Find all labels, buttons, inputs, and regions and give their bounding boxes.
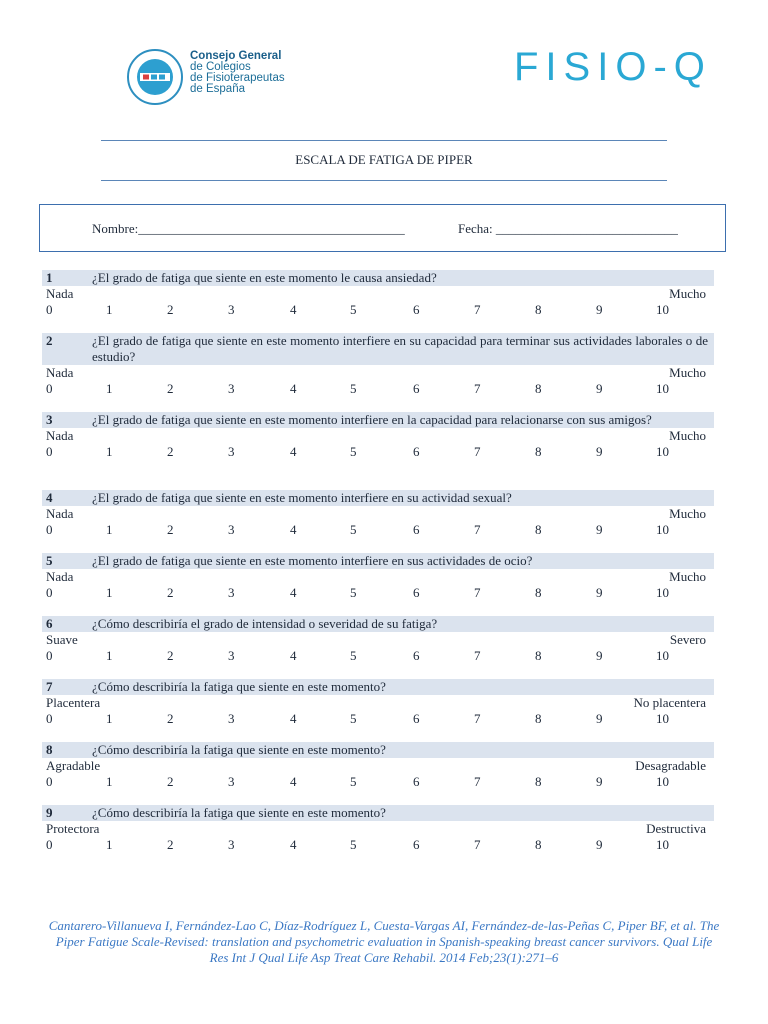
scale-option[interactable]: 6 — [413, 585, 420, 600]
question-number: 8 — [46, 742, 53, 757]
council-name — [190, 51, 285, 95]
scale-option[interactable]: 0 — [46, 302, 53, 317]
scale-option[interactable]: 1 — [106, 711, 113, 726]
scale-option[interactable]: 4 — [290, 444, 297, 459]
scale-option[interactable]: 9 — [596, 774, 603, 789]
scale-option[interactable]: 10 — [656, 774, 669, 789]
scale-option[interactable]: 5 — [350, 444, 357, 459]
scale-option[interactable]: 4 — [290, 711, 297, 726]
question-item — [42, 553, 714, 601]
scale-option[interactable]: 7 — [474, 302, 481, 317]
scale-option[interactable]: 0 — [46, 774, 53, 789]
low-anchor-label: Nada — [46, 365, 74, 380]
fisioq-logo: FISIO-Q — [514, 45, 712, 89]
scale-option[interactable]: 5 — [350, 648, 357, 663]
scale-anchors — [42, 365, 714, 381]
scale-option[interactable]: 2 — [167, 774, 174, 789]
scale-option[interactable]: 3 — [228, 444, 235, 459]
question-text: ¿El grado de fatiga que siente en este momento interfiere en su actividad sexual? — [92, 490, 512, 505]
scale-option[interactable]: 6 — [413, 774, 420, 789]
scale-option[interactable]: 8 — [535, 837, 542, 852]
scale-anchors — [42, 506, 714, 522]
question-text: ¿Cómo describiría la fatiga que siente en este momento? — [92, 805, 386, 820]
scale-option[interactable]: 1 — [106, 381, 113, 396]
rating-scale — [42, 711, 714, 727]
scale-option[interactable]: 2 — [167, 302, 174, 317]
scale-option[interactable]: 2 — [167, 711, 174, 726]
scale-option[interactable]: 7 — [474, 444, 481, 459]
scale-option[interactable]: 2 — [167, 648, 174, 663]
council-logo — [126, 46, 301, 106]
scale-option[interactable]: 0 — [46, 522, 53, 537]
low-anchor-label: Suave — [46, 632, 78, 647]
low-anchor-label: Nada — [46, 428, 74, 443]
high-anchor-label: Mucho — [669, 428, 706, 443]
scale-option[interactable]: 9 — [596, 648, 603, 663]
scale-option[interactable]: 1 — [106, 837, 113, 852]
scale-anchors — [42, 695, 714, 711]
council-name-line: de España — [190, 83, 245, 95]
question-item — [42, 616, 714, 664]
scale-option[interactable]: 9 — [596, 837, 603, 852]
scale-option[interactable]: 9 — [596, 711, 603, 726]
rating-scale — [42, 522, 714, 538]
scale-option[interactable]: 6 — [413, 837, 420, 852]
date-field[interactable]: Fecha: ____________________________ — [458, 221, 678, 236]
scale-option[interactable]: 10 — [656, 444, 669, 459]
scale-option[interactable]: 7 — [474, 585, 481, 600]
scale-option[interactable]: 7 — [474, 837, 481, 852]
high-anchor-label: Mucho — [669, 365, 706, 380]
scale-option[interactable]: 1 — [106, 585, 113, 600]
question-header — [42, 270, 714, 286]
scale-option[interactable]: 6 — [413, 522, 420, 537]
scale-option[interactable]: 4 — [290, 302, 297, 317]
scale-option[interactable]: 5 — [350, 837, 357, 852]
question-number: 3 — [46, 412, 53, 427]
question-item — [42, 805, 714, 853]
scale-option[interactable]: 8 — [535, 711, 542, 726]
scale-option[interactable]: 7 — [474, 648, 481, 663]
scale-option[interactable]: 9 — [596, 444, 603, 459]
high-anchor-label: Desagradable — [635, 758, 706, 773]
scale-option[interactable]: 0 — [46, 585, 53, 600]
question-item — [42, 742, 714, 790]
scale-option[interactable]: 0 — [46, 711, 53, 726]
scale-option[interactable]: 0 — [46, 444, 53, 459]
scale-option[interactable]: 10 — [656, 837, 669, 852]
scale-option[interactable]: 10 — [656, 522, 669, 537]
question-item — [42, 412, 714, 460]
scale-option[interactable]: 1 — [106, 522, 113, 537]
question-number: 6 — [46, 616, 53, 631]
scale-option[interactable]: 3 — [228, 774, 235, 789]
scale-option[interactable]: 3 — [228, 648, 235, 663]
question-header — [42, 490, 714, 506]
scale-option[interactable]: 2 — [167, 585, 174, 600]
scale-option[interactable]: 2 — [167, 522, 174, 537]
question-item — [42, 333, 714, 397]
scale-option[interactable]: 1 — [106, 648, 113, 663]
scale-option[interactable]: 9 — [596, 522, 603, 537]
low-anchor-label: Nada — [46, 506, 74, 521]
scale-option[interactable]: 4 — [290, 522, 297, 537]
scale-option[interactable]: 10 — [656, 711, 669, 726]
scale-option[interactable]: 9 — [596, 302, 603, 317]
title-rule-top — [101, 140, 667, 141]
question-text: ¿El grado de fatiga que siente en este momento le causa ansiedad? — [92, 270, 437, 285]
scale-option[interactable]: 6 — [413, 444, 420, 459]
scale-option[interactable]: 4 — [290, 837, 297, 852]
scale-anchors — [42, 821, 714, 837]
scale-option[interactable]: 4 — [290, 648, 297, 663]
scale-option[interactable]: 3 — [228, 837, 235, 852]
question-number: 4 — [46, 490, 53, 505]
scale-option[interactable]: 3 — [228, 522, 235, 537]
high-anchor-label: Mucho — [669, 569, 706, 584]
question-header — [42, 412, 714, 428]
low-anchor-label: Placentera — [46, 695, 101, 710]
question-number: 5 — [46, 553, 53, 568]
scale-anchors — [42, 758, 714, 774]
question-item — [42, 270, 714, 318]
scale-option[interactable]: 9 — [596, 381, 603, 396]
question-number: 2 — [46, 333, 53, 348]
title-rule-bottom — [101, 180, 667, 181]
low-anchor-label: Agradable — [46, 758, 101, 773]
rating-scale — [42, 585, 714, 601]
question-number: 9 — [46, 805, 53, 820]
rating-scale — [42, 774, 714, 790]
low-anchor-label: Protectora — [46, 821, 100, 836]
scale-anchors — [42, 286, 714, 302]
scale-anchors — [42, 569, 714, 585]
rating-scale — [42, 302, 714, 318]
citation: Cantarero-Villanueva I, Fernández-Lao C, Díaz-Rodríguez L, Cuesta-Vargas AI, Fernández-de-las-Peñas C, Piper BF, et al. The Piper Fatigue Scale-Revised: translation and psychometric evaluation in Spanish-speaking breast cancer survivors. Qual Life Res Int J Qual Life Asp Treat Care Rehabil. 2014 Feb;23(1):271–6 — [48, 918, 720, 965]
council-name-line: de Fisioterapeutas — [190, 72, 285, 84]
scale-option[interactable]: 4 — [290, 585, 297, 600]
question-text: ¿El grado de fatiga que siente en este momento interfiere en sus actividades de ocio? — [92, 553, 533, 568]
high-anchor-label: Mucho — [669, 506, 706, 521]
scale-anchors — [42, 632, 714, 648]
scale-option[interactable]: 1 — [106, 774, 113, 789]
scale-option[interactable]: 8 — [535, 648, 542, 663]
scale-option[interactable]: 7 — [474, 711, 481, 726]
scale-option[interactable]: 10 — [656, 648, 669, 663]
high-anchor-label: Severo — [669, 632, 706, 647]
scale-option[interactable]: 3 — [228, 381, 235, 396]
scale-option[interactable]: 9 — [596, 585, 603, 600]
question-header — [42, 805, 714, 821]
scale-option[interactable]: 5 — [350, 711, 357, 726]
scale-option[interactable]: 5 — [350, 585, 357, 600]
scale-option[interactable]: 8 — [535, 774, 542, 789]
scale-option[interactable]: 1 — [106, 444, 113, 459]
low-anchor-label: Nada — [46, 569, 74, 584]
high-anchor-label: No placentera — [633, 695, 706, 710]
scale-option[interactable]: 8 — [535, 444, 542, 459]
question-text: ¿Cómo describiría el grado de intensidad o severidad de su fatiga? — [92, 616, 438, 631]
scale-option[interactable]: 5 — [350, 381, 357, 396]
question-item — [42, 679, 714, 727]
scale-option[interactable]: 7 — [474, 381, 481, 396]
question-header — [42, 616, 714, 632]
rating-scale — [42, 648, 714, 664]
scale-option[interactable]: 2 — [167, 381, 174, 396]
scale-option[interactable]: 0 — [46, 648, 53, 663]
scale-option[interactable]: 2 — [167, 444, 174, 459]
high-anchor-label: Destructiva — [646, 821, 706, 836]
scale-anchors — [42, 428, 714, 444]
question-number: 7 — [46, 679, 53, 694]
question-text: ¿El grado de fatiga que siente en este momento interfiere en la capacidad para relacionarse con sus amigos? — [92, 412, 652, 427]
scale-option[interactable]: 10 — [656, 381, 669, 396]
scale-option[interactable]: 5 — [350, 774, 357, 789]
scale-option[interactable]: 8 — [535, 585, 542, 600]
scale-option[interactable]: 1 — [106, 302, 113, 317]
question-header — [42, 553, 714, 569]
name-field[interactable]: Nombre:_________________________________________ — [92, 221, 405, 236]
scale-option[interactable]: 3 — [228, 302, 235, 317]
scale-option[interactable]: 3 — [228, 585, 235, 600]
scale-option[interactable]: 3 — [228, 711, 235, 726]
scale-option[interactable]: 8 — [535, 381, 542, 396]
council-seal-icon — [126, 48, 184, 106]
low-anchor-label: Nada — [46, 286, 74, 301]
scale-option[interactable]: 2 — [167, 837, 174, 852]
scale-option[interactable]: 6 — [413, 381, 420, 396]
scale-option[interactable]: 4 — [290, 774, 297, 789]
scale-option[interactable]: 10 — [656, 302, 669, 317]
scale-option[interactable]: 10 — [656, 585, 669, 600]
rating-scale — [42, 444, 714, 460]
question-text: ¿Cómo describiría la fatiga que siente en este momento? — [92, 679, 386, 694]
scale-option[interactable]: 8 — [535, 522, 542, 537]
scale-option[interactable]: 4 — [290, 381, 297, 396]
name-date-box — [39, 204, 726, 252]
question-text: ¿El grado de fatiga que siente en este momento interfiere en su capacidad para terminar sus actividades laborales o de estudio? — [92, 333, 708, 364]
scale-option[interactable]: 5 — [350, 522, 357, 537]
question-item — [42, 490, 714, 538]
question-header — [42, 742, 714, 758]
scale-option[interactable]: 7 — [474, 522, 481, 537]
question-header — [42, 679, 714, 695]
high-anchor-label: Mucho — [669, 286, 706, 301]
question-header — [42, 333, 714, 365]
scale-option[interactable]: 8 — [535, 302, 542, 317]
scale-option[interactable]: 6 — [413, 711, 420, 726]
scale-option[interactable]: 7 — [474, 774, 481, 789]
scale-option[interactable]: 6 — [413, 302, 420, 317]
rating-scale — [42, 837, 714, 853]
scale-option[interactable]: 6 — [413, 648, 420, 663]
question-number: 1 — [46, 270, 53, 285]
page-title: ESCALA DE FATIGA DE PIPER — [295, 152, 473, 167]
scale-option[interactable]: 5 — [350, 302, 357, 317]
council-name-line: de Colegios — [190, 61, 251, 73]
question-text: ¿Cómo describiría la fatiga que siente en este momento? — [92, 742, 386, 757]
scale-option[interactable]: 0 — [46, 381, 53, 396]
council-name-line: Consejo General — [190, 50, 282, 62]
rating-scale — [42, 381, 714, 397]
scale-option[interactable]: 0 — [46, 837, 53, 852]
